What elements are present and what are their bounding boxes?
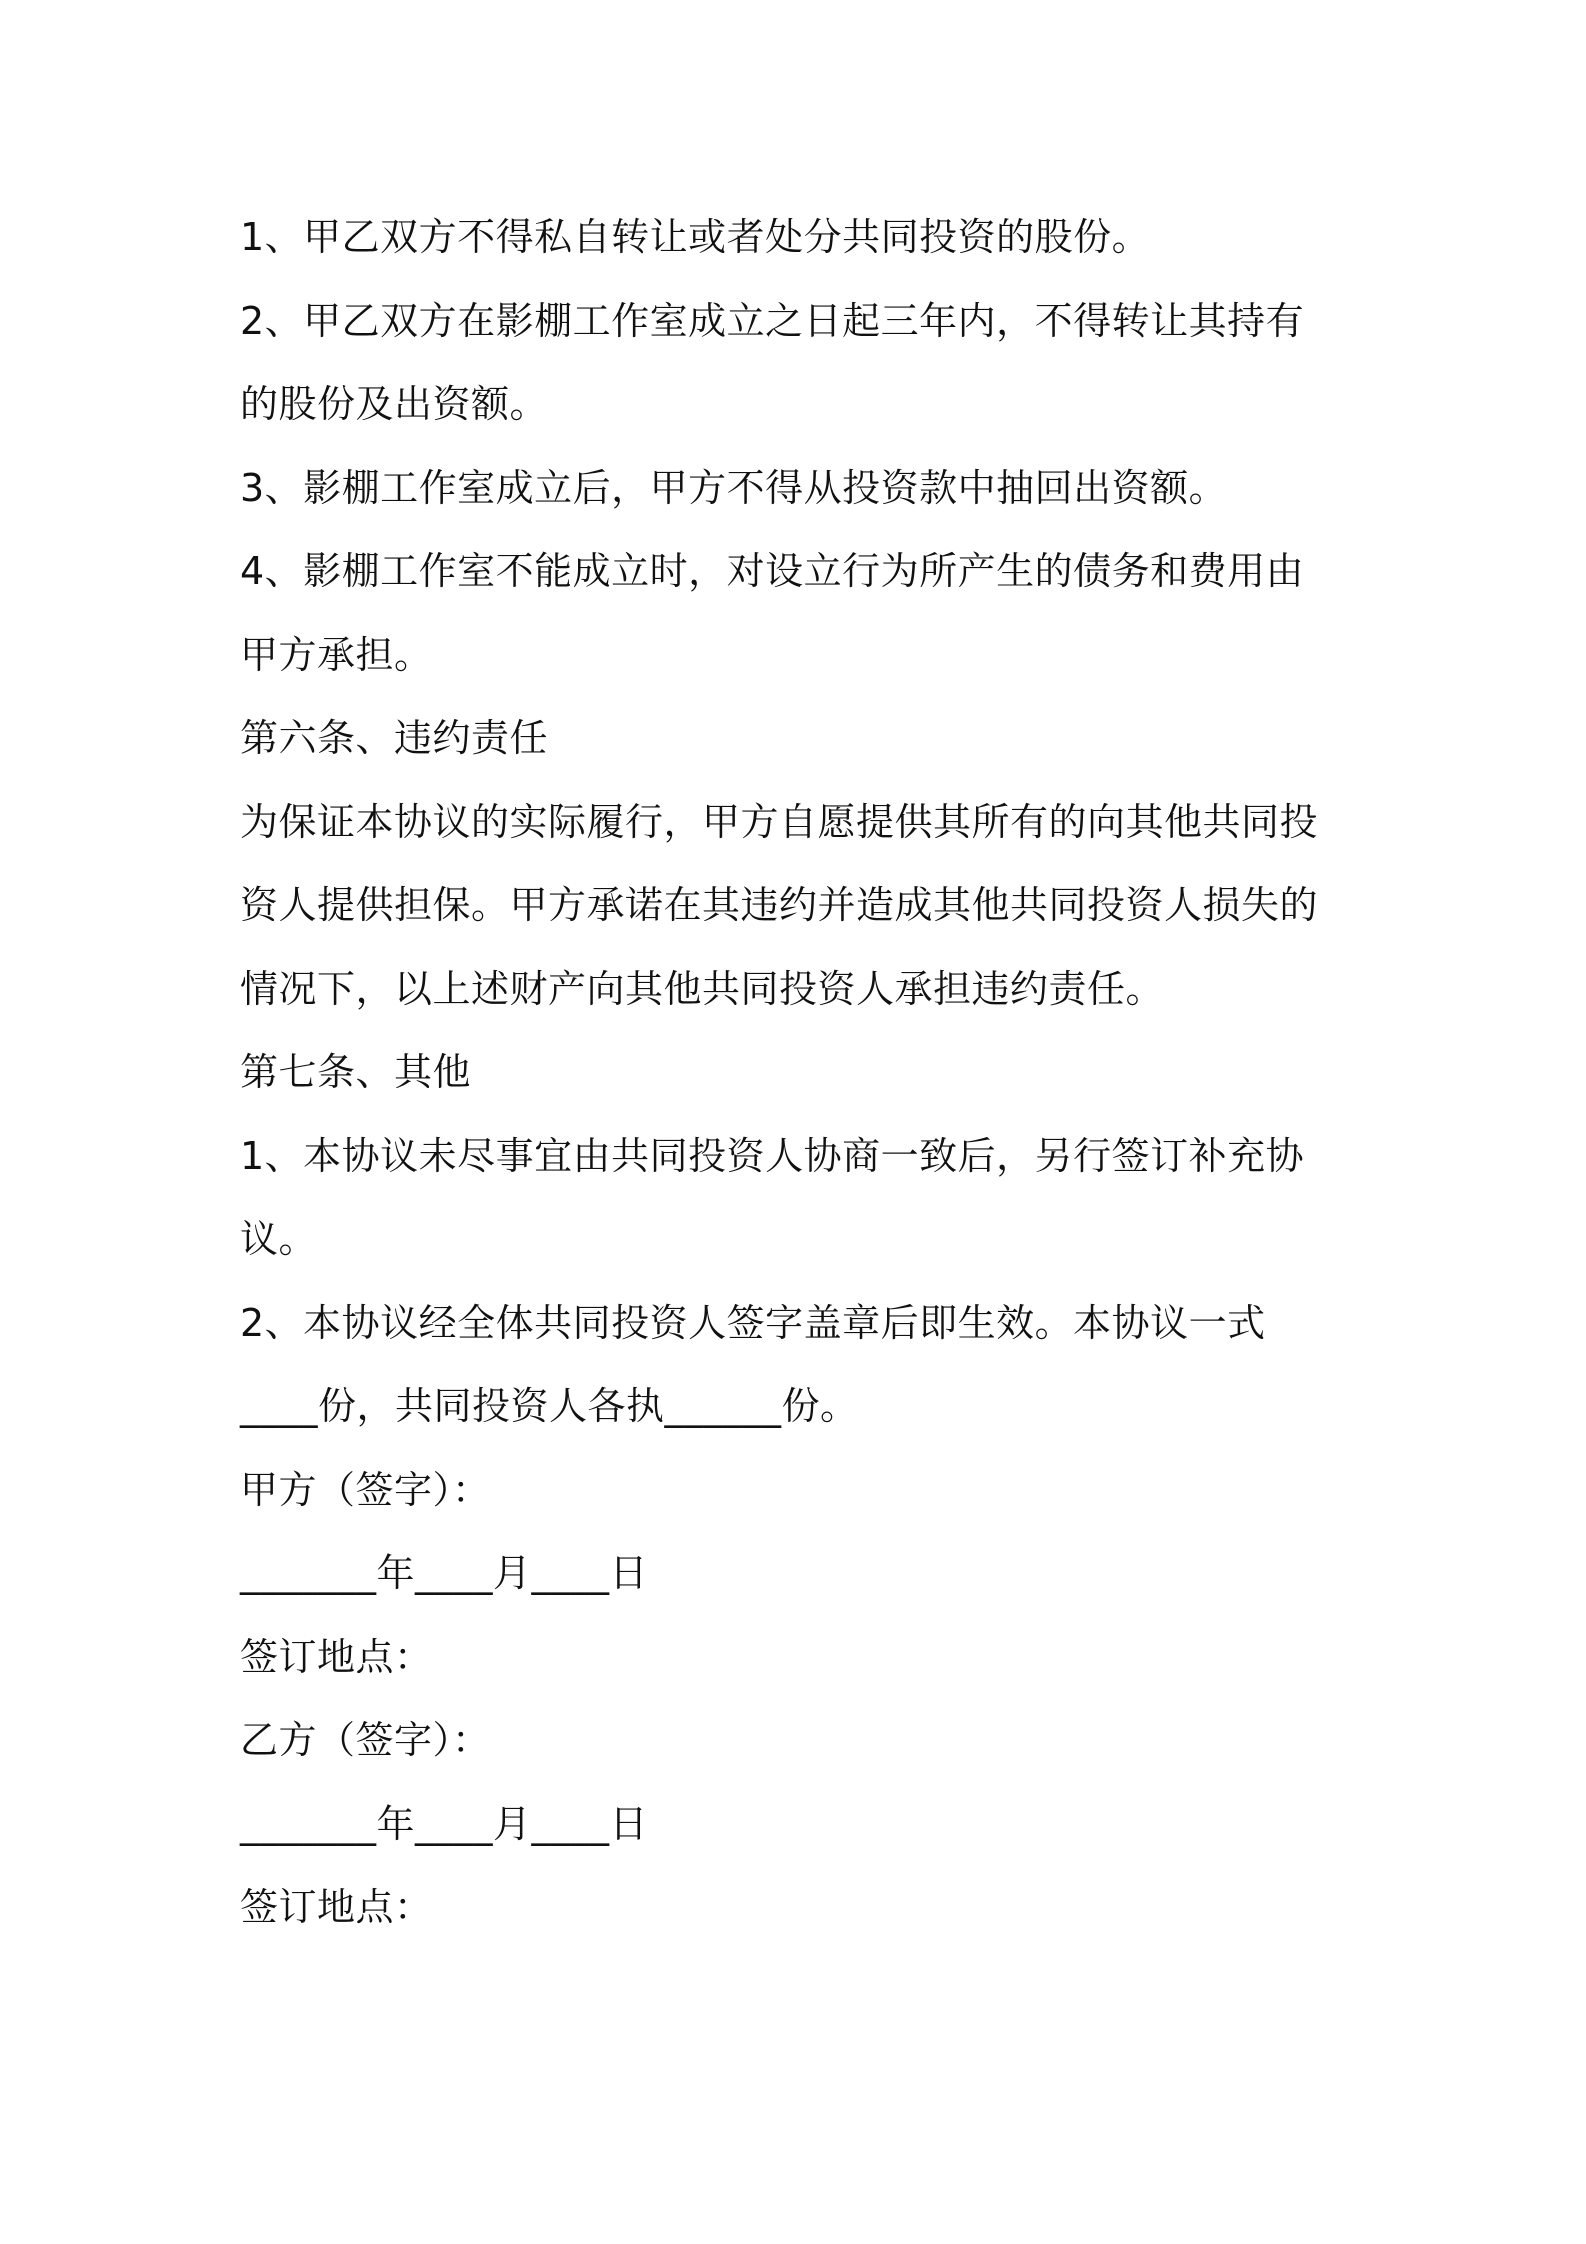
section-6-paragraph-line-2: 资人提供担保。甲方承诺在其违约并造成其他共同投资人损失的 — [240, 883, 1319, 927]
section-6-paragraph-line-1: 为保证本协议的实际履行，甲方自愿提供其所有的向其他共同投 — [240, 799, 1319, 844]
section-6-paragraph-line-3: 情况下，以上述财产向其他共同投资人承担违约责任。 — [240, 966, 1165, 1011]
party-b-signature: 乙方（签字）： — [240, 1718, 491, 1762]
document-body — [240, 196, 1360, 1950]
section-7-heading: 第七条、其他 — [240, 1050, 472, 1094]
clause-5-item-2-line-1: 2、甲乙双方在影棚工作室成立之日起三年内，不得转让其持有 — [240, 298, 1305, 343]
party-a-date: _______年____月____日 — [240, 1551, 649, 1595]
clause-5-item-2-line-2: 的股份及出资额。 — [240, 382, 549, 426]
clause-5-item-4-line-1: 4、影棚工作室不能成立时，对设立行为所产生的债务和费用由 — [240, 549, 1305, 593]
section-7-item-1-line-2: 议。 — [240, 1217, 318, 1261]
section-7-item-2-line-2: ____份，共同投资人各执______份。 — [240, 1384, 859, 1428]
section-7-item-1-line-1: 1、本协议未尽事宜由共同投资人协商一致后，另行签订补充协 — [240, 1133, 1305, 1178]
clause-5-item-3: 3、影棚工作室成立后，甲方不得从投资款中抽回出资额。 — [240, 465, 1228, 510]
party-a-signing-place: 签订地点： — [240, 1634, 433, 1679]
section-7-item-2-line-1: 2、本协议经全体共同投资人签字盖章后即生效。本协议一式 — [240, 1300, 1266, 1345]
party-b-date: _______年____月____日 — [240, 1801, 649, 1846]
party-a-signature: 甲方（签字）： — [240, 1467, 491, 1512]
clause-5-item-4-line-2: 甲方承担。 — [240, 632, 433, 677]
party-b-signing-place: 签订地点： — [240, 1885, 433, 1929]
clause-5-item-1: 1、甲乙双方不得私自转让或者处分共同投资的股份。 — [240, 215, 1151, 259]
section-6-heading: 第六条、违约责任 — [240, 716, 549, 760]
